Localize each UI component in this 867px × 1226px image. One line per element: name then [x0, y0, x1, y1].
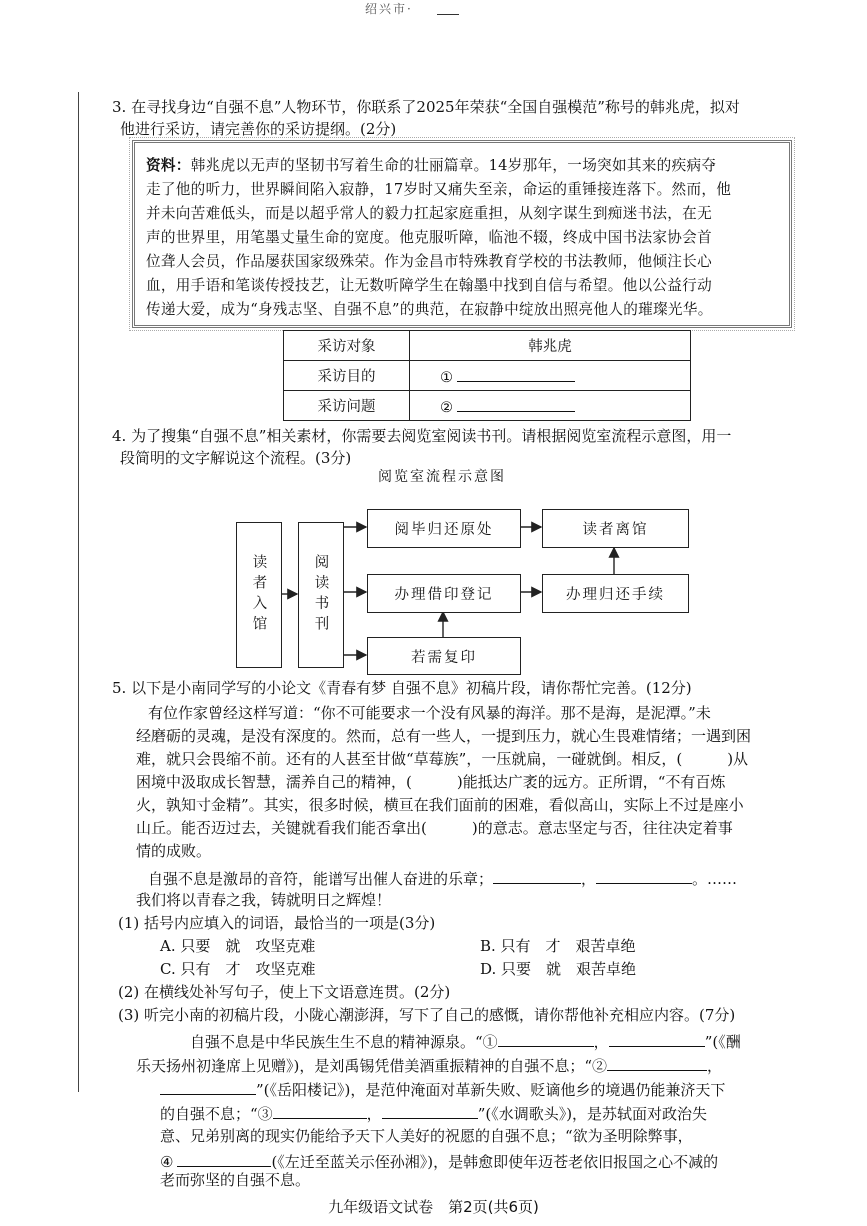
q5-para1-line3: 难，就只会畏缩不前。还有的人甚至甘做“草莓族”，一压就扁，一碰就倒。相反，( )从 — [136, 750, 749, 768]
q3-material-line3: 并未向苦难低头，而是以超乎常人的毅力扛起家庭重担，从刻字谋生到痴迷书法，在无 — [146, 205, 712, 222]
flow-node-read: 阅读书刊 — [298, 522, 344, 668]
table-key: 采访对象 — [284, 331, 410, 361]
blank-number: ④ — [160, 1153, 174, 1171]
q3-material-line2: 走了他的听力，世界瞬间陷入寂静，17岁时又痛失至亲，命运的重锤接连落下。然而，他 — [146, 181, 732, 198]
material-label: 资料： — [146, 157, 191, 174]
option-d[interactable]: D. 只要 就 艰苦卓绝 — [480, 960, 637, 978]
q5-para2-line2: 我们将以青春之我，铸就明日之辉煌！ — [136, 891, 392, 909]
q4-stem-line2: 段简明的文字解说这个流程。(3分) — [120, 449, 352, 467]
poem-line2: 乐天扬州初逢席上见赠》)，是刘禹锡凭借美酒重振精神的自强不息；“② ， — [136, 1057, 723, 1075]
para2-end: 。…… — [692, 870, 738, 888]
q3-stem-line2: 他进行采访，请完善你的采访提纲。(2分) — [120, 120, 397, 138]
flow-node-enter: 读者入馆 — [236, 522, 282, 668]
flow-node-borrow: 办理借印登记 — [367, 574, 521, 613]
fill-blank-a[interactable] — [493, 868, 581, 884]
footer: 九年级语文试卷 第2页(共6页) — [328, 1198, 539, 1216]
blank-number: ② — [440, 399, 453, 416]
poem-text: ”(《水调歌头》)，是苏轼面对政治失 — [477, 1105, 708, 1123]
q5-para1-line4: 困境中汲取成长智慧，濡养自己的精神，( )能抵达广袤的远方。正所谓，“不有百炼 — [136, 773, 726, 791]
q4-stem-line1: 4. 为了搜集“自强不息”相关素材，你需要去阅览室阅读书刊。请根据阅览室流程示意图，用一 — [112, 427, 732, 445]
fill-blank-b[interactable] — [596, 868, 692, 884]
q5-para1-line5: 火，孰知寸金精”。其实，很多时候，横亘在我们面前的困难，看似高山，实际上不过是座小 — [136, 796, 744, 814]
poem-blank-3a[interactable] — [273, 1103, 367, 1119]
poem-blank-2a[interactable] — [607, 1055, 707, 1071]
q3-stem-line1: 3. 在寻找身边“自强不息”人物环节，你联系了2025年荣获“全国自强模范”称号的韩兆虎，拟对 — [112, 98, 740, 116]
option-c[interactable]: C. 只有 才 攻坚克难 — [160, 960, 316, 978]
poem-blank-2b[interactable] — [160, 1079, 256, 1095]
q5-para1-line2: 经磨砺的灵魂，是没有深度的。然而，总有一些人，一提到压力，就心生畏难情绪；一遇到困 — [136, 727, 752, 745]
poem-blank-4[interactable] — [177, 1151, 271, 1167]
q5-sub1: (1) 括号内应填入的词语，最恰当的一项是(3分) — [118, 914, 436, 932]
poem-line6 — [160, 1151, 718, 1172]
poem-line1: 自强不息是中华民族生生不息的精神源泉。“① ， ”(《酬 — [190, 1033, 741, 1051]
poem-blank-1a[interactable] — [498, 1031, 594, 1047]
q3-material-line4: 声的世界里，用笔墨丈量生命的宽度。他克服听障，临池不辍，终成中国书法家协会首 — [146, 229, 712, 246]
q5-sub3: (3) 听完小南的初稿片段，小陇心潮澎湃，写下了自己的感慨，请你帮他补充相应内容。(7分) — [118, 1006, 736, 1024]
flow-node-return-proc: 办理归还手续 — [542, 574, 689, 613]
q5-sub2: (2) 在横线处补写句子，使上下文语意连贯。(2分) — [118, 983, 451, 1001]
q3-material-line6: 血，用手语和笔谈传授技艺，让无数听障学生在翰墨中找到自信与希望。他以公益行动 — [146, 277, 712, 294]
material-text: 韩兆虎以无声的坚韧书写着生命的壮丽篇章。14岁那年，一场突如其来的疾病夺 — [190, 157, 717, 174]
poem-text: 的自强不息；“③ — [160, 1105, 273, 1123]
q5-para1-line7: 情的成败。 — [136, 842, 212, 860]
poem-text: 乐天扬州初逢席上见赠》)，是刘禹锡凭借美酒重振精神的自强不息；“② — [136, 1057, 608, 1075]
flow-node-return-shelf: 阅毕归还原处 — [367, 509, 521, 548]
q5-stem: 5. 以下是小南同学写的小论文《青春有梦 自强不息》初稿片段，请你帮忙完善。(12分) — [112, 679, 692, 697]
poem-text: ”(《酬 — [704, 1033, 741, 1051]
poem-line4: 的自强不息；“③ ， ”(《水调歌头》)，是苏轼面对政治失 — [160, 1105, 708, 1123]
poem-line5: 意、兄弟别离的现实仍能给予天下人美好的祝愿的自强不息；“欲为圣明除弊事， — [160, 1127, 693, 1145]
option-a[interactable]: A. 只要 就 攻坚克难 — [160, 937, 316, 955]
q5-para1-line1: 有位作家曾经这样写道：“你不可能要求一个没有风暴的海洋。那不是海，是泥潭。”未 — [148, 704, 711, 722]
para2-text: 自强不息是激昂的音符，能谱写出催人奋进的乐章； — [148, 870, 494, 888]
table-key: 采访目的 — [284, 361, 410, 391]
interviewee-name: 韩兆虎 — [528, 339, 572, 355]
top-mark: 绍兴市· — [365, 2, 413, 16]
q3-material-line7: 传递大爱，成为“身残志坚、自强不息”的典范，在寂静中绽放出照亮他人的璀璨光华。 — [146, 301, 713, 318]
poem-text: ”(《岳阳楼记》)，是范仲淹面对革新失败、贬谪他乡的境遇仍能兼济天下 — [256, 1081, 726, 1099]
blank-number: ① — [440, 369, 453, 386]
flow-node-copy: 若需复印 — [367, 637, 521, 675]
poem-blank-3b[interactable] — [382, 1103, 478, 1119]
diagram-title: 阅览室流程示意图 — [378, 469, 506, 485]
poem-text: 自强不息是中华民族生生不息的精神源泉。“① — [190, 1033, 498, 1051]
flow-node-leave: 读者离馆 — [542, 509, 689, 548]
table-key: 采访问题 — [284, 391, 410, 421]
comma: ， — [581, 870, 597, 888]
poem-line3 — [160, 1079, 725, 1100]
q5-para1-line6: 山丘。能否迈过去，关键就看我们能否拿出( )的意志。意志坚定与否，往往决定着事 — [136, 819, 733, 837]
poem-blank-1b[interactable] — [609, 1031, 705, 1047]
poem-text: (《左迁至蓝关示侄孙湘》)，是韩愈即使年迈苍老依旧报国之心不减的 — [271, 1153, 719, 1171]
q3-material-line5: 位聋人会员，作品屡获国家级殊荣。作为金昌市特殊教育学校的书法教师，他倾注长心 — [146, 253, 712, 270]
option-b[interactable]: B. 只有 才 艰苦卓绝 — [480, 937, 636, 955]
q5-para2-line1 — [148, 868, 737, 889]
poem-line7: 老而弥坚的自强不息。 — [160, 1171, 311, 1189]
